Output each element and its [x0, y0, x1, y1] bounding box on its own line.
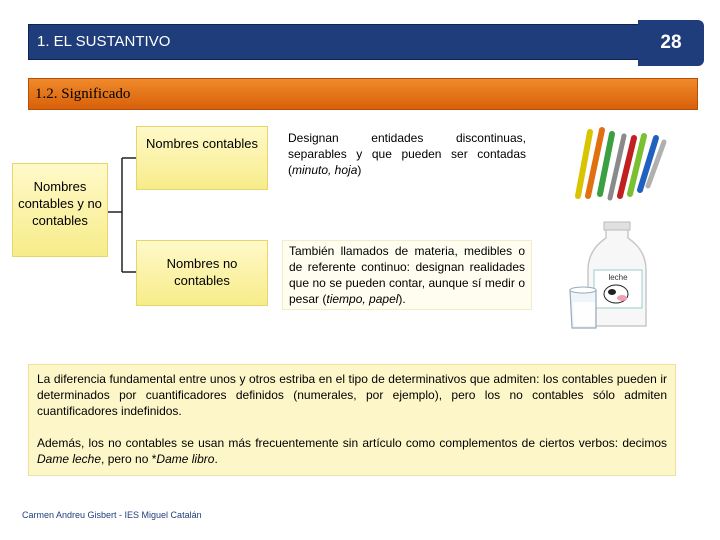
countable-desc-examples: minuto, hoja	[292, 163, 358, 177]
bottle-label: leche	[608, 273, 628, 282]
p2-text-end: .	[214, 452, 218, 466]
uncountable-nouns-label: Nombres no contables	[166, 256, 238, 288]
root-concept-box	[12, 163, 108, 257]
uncountable-description	[282, 240, 532, 310]
countable-nouns-label: Nombres contables	[146, 136, 258, 151]
milk-bottle-illustration	[566, 220, 676, 332]
p2-text-mid: , pero no *	[101, 452, 157, 466]
countable-desc-end: )	[357, 163, 362, 177]
explanation-box	[28, 364, 676, 476]
uncountable-desc-examples: tiempo, papel	[326, 292, 399, 306]
p2-example-2: Dame libro	[156, 452, 215, 466]
uncountable-nouns-box	[136, 240, 268, 306]
slide-title: 1. EL SUSTANTIVO	[37, 33, 171, 50]
explanation-paragraph-2	[37, 435, 667, 467]
section-title: 1.2. Significado	[35, 86, 131, 102]
p2-text-start: Además, los no contables se usan más frecuentemente sin artículo como complementos de ciertos verbos: decimos	[37, 436, 667, 450]
explanation-paragraph-1: La diferencia fundamental entre unos y otros estriba en el tipo de determinativos que admiten: los contables pueden ir determinados por cuantificadores definidos (numerales, por ejemplo), pero los no contables sólo admiten cuantificadores indefinidos.	[37, 372, 667, 418]
uncountable-desc-end: ).	[398, 292, 406, 306]
uncountable-desc-text: También llamados de materia, medibles o de referente continuo: designan realidades que no se pueden contar, aunque sí medir o pesar (	[289, 244, 525, 306]
countable-description	[282, 128, 532, 186]
page-number: 28	[660, 32, 682, 53]
p2-example-1: Dame leche	[37, 452, 102, 466]
pens-illustration	[560, 124, 670, 204]
footer-credit: Carmen Andreu Gisbert - IES Miguel Catalán	[22, 510, 202, 520]
countable-nouns-box	[136, 126, 268, 190]
countable-desc-text: Designan entidades discontinuas, separables y que pueden ser contadas (	[288, 131, 526, 177]
root-concept-label: Nombres contables y no contables	[18, 179, 102, 228]
